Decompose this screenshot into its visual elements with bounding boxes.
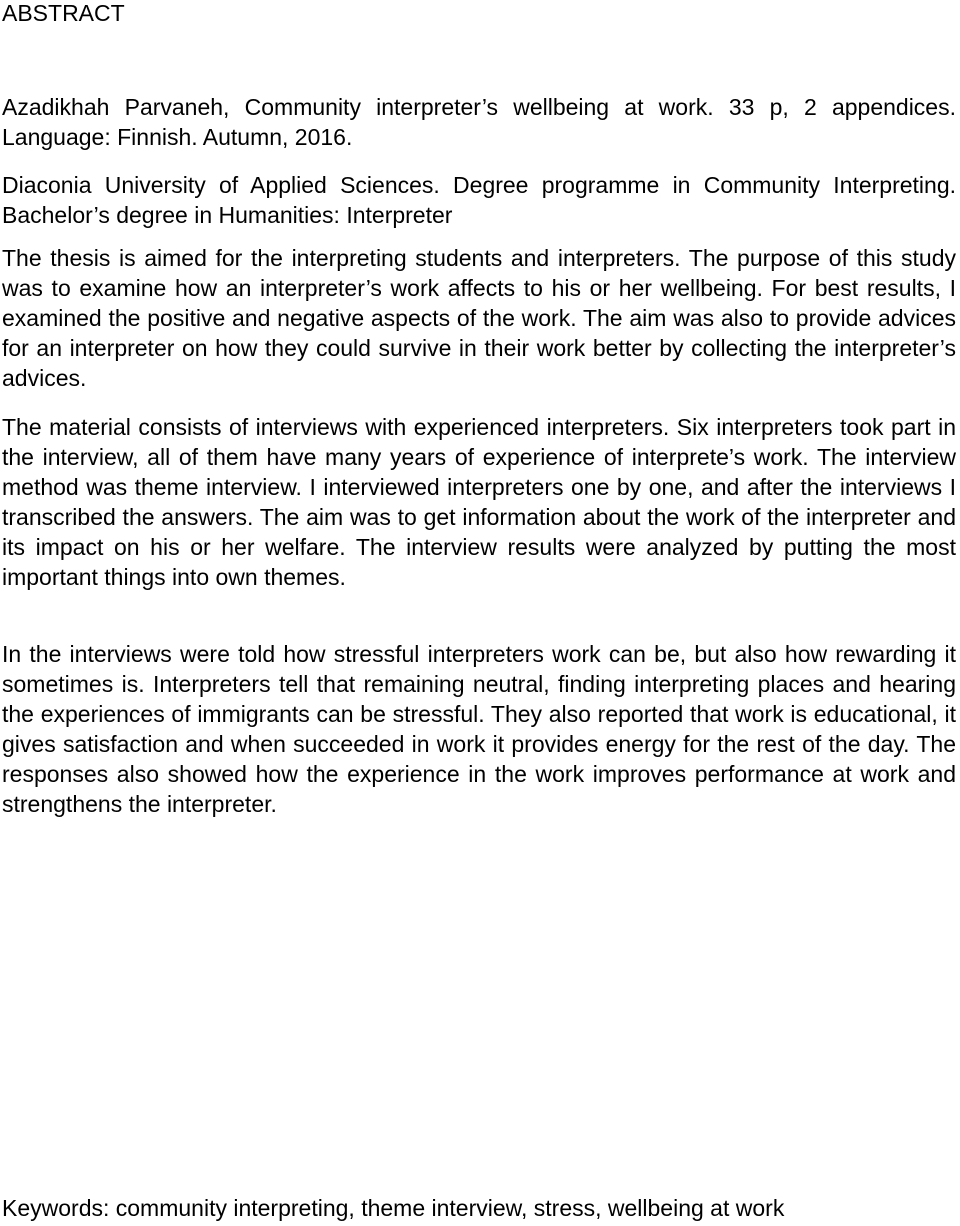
abstract-paragraph-results: In the interviews were told how stressful interpreters work can be, but also how rewarding it sometimes is. Interpreters tell that remaining neutral, finding interpreting places and hearing the experiences of immigrants can be stressful. They also reported that work is educational, it gives satisfaction and when succeeded in work it provides energy for the rest of the day. The responses also showed how the experience in the work improves performance at work and strengthens the interpreter. <box>2 641 956 817</box>
thesis-citation: Azadikhah Parvaneh, Community interpreter’s wellbeing at work. 33 p, 2 appendices. Language: Finnish. Autumn, 2016. <box>2 94 956 150</box>
abstract-paragraph-purpose: The thesis is aimed for the interpreting students and interpreters. The purpose of this study was to examine how an interpreter’s work affects to his or her wellbeing. For best results, I examined the positive and negative aspects of the work. The aim was also to provide advices for an interpreter on how they could survive in their work better by collecting the interpreter’s advices. <box>2 245 956 391</box>
abstract-paragraph-method: The material consists of interviews with experienced interpreters. Six interpreters took part in the interview, all of them have many years of experience of interprete’s work. The interview method was theme interview. I interviewed interpreters one by one, and after the interviews I transcribed the answers. The aim was to get information about the work of the interpreter and its impact on his or her welfare. The interview results were analyzed by putting the most important things into own themes. <box>2 414 956 590</box>
abstract-heading: ABSTRACT <box>2 0 125 26</box>
institution-degree: Diaconia University of Applied Sciences. Degree programme in Community Interpreting. Bachelor’s degree in Humanities: Interpreter <box>2 172 956 228</box>
keywords-line: Keywords: community interpreting, theme interview, stress, wellbeing at work <box>2 1195 785 1221</box>
